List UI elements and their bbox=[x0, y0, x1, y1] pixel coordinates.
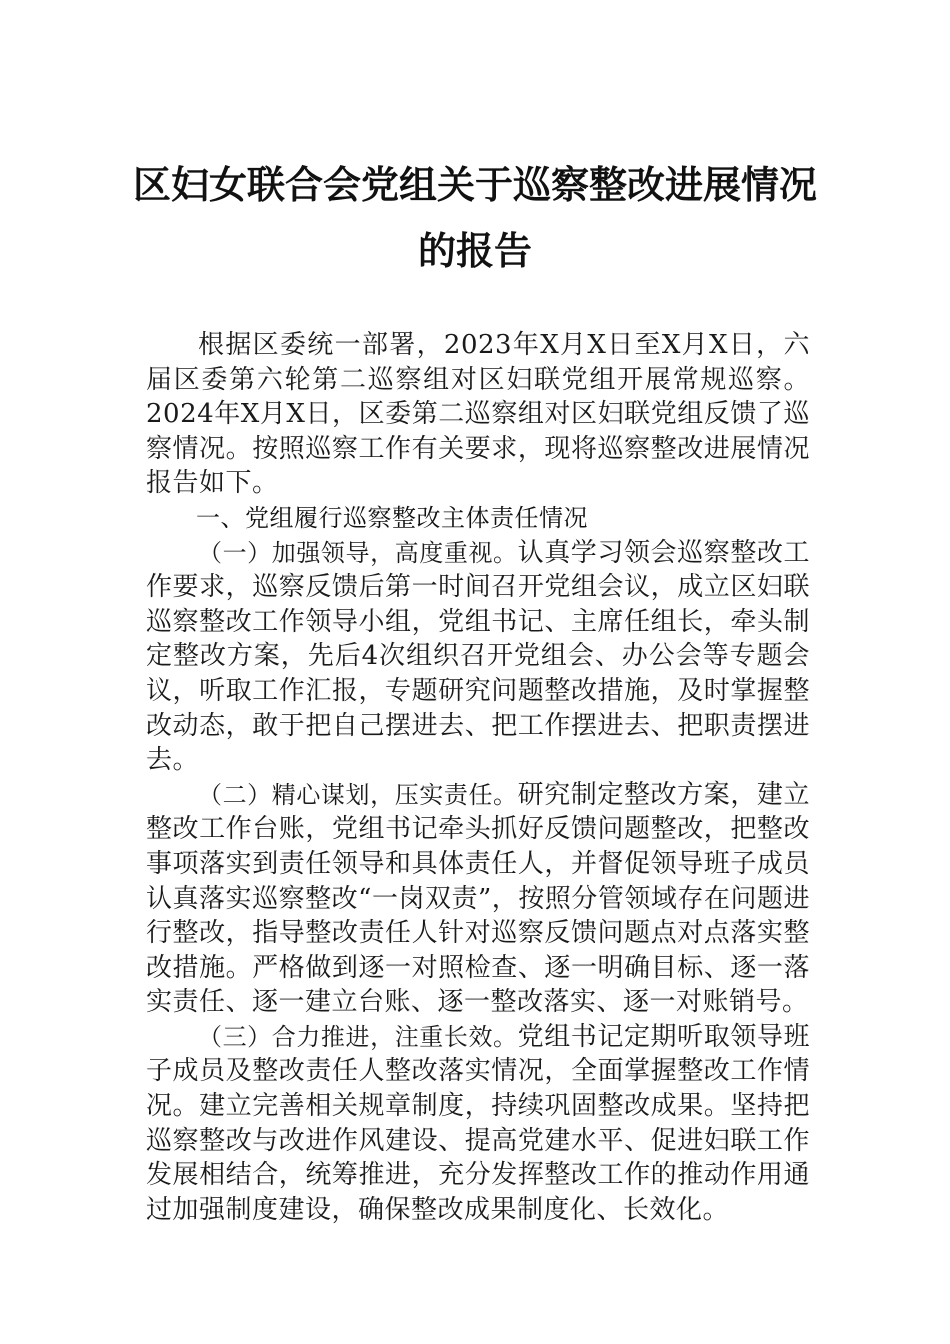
item-heading-2: （二）精心谋划，压实责任。 bbox=[198, 780, 518, 809]
item-heading-1: （一）加强领导，高度重视。 bbox=[198, 538, 518, 567]
item-paragraph-2 bbox=[146, 778, 810, 1020]
item-text-3: 党组书记定期听取领导班子成员及整改责任人整改落实情况，全面掌握整改工作情况。建立完善相关规章制度，持续巩固整改成果。坚持把巡察整改与改进作风建设、提高党建水平、促进妇联工作发展相结合，统筹推进，充分发挥整改工作的推动作用通过加强制度建设，确保整改成果制度化、长效化。 bbox=[146, 1021, 810, 1225]
document-title-line-2: 的报告 bbox=[417, 228, 532, 273]
item-text-2: 研究制定整改方案，建立整改工作台账，党组书记牵头抓好反馈问题整改，把整改事项落实到责任领导和具体责任人，并督促领导班子成员认真落实巡察整改“一岗双责”，按照分管领域存在问题进行整改，指导整改责任人针对巡察反馈问题点对点落实整改措施。严格做到逐一对照检查、逐一明确目标、逐一落实责任、逐一建立台账、逐一整改落实、逐一对账销号。 bbox=[146, 779, 810, 1018]
item-heading-3: （三）合力推进，注重长效。 bbox=[198, 1022, 518, 1051]
document-body bbox=[146, 328, 810, 1227]
intro-paragraph: 根据区委统一部署，2023年X月X日至X月X日，六届区委第六轮第二巡察组对区妇联党组开展常规巡察。2024年X月X日，区委第二巡察组对区妇联党组反馈了巡察情况。按照巡察工作有关要求，现将巡察整改进展情况报告如下。 bbox=[146, 330, 810, 499]
item-paragraph-3 bbox=[146, 1020, 810, 1228]
document-title-line-1: 区妇女联合会党组关于巡察整改进展情况 bbox=[132, 162, 817, 207]
item-text-1: 认真学习领会巡察整改工作要求，巡察反馈后第一时间召开党组会议，成立区妇联巡察整改工作领导小组，党组书记、主席任组长，牵头制定整改方案，先后4次组织召开党组会、办公会等专题会议，听取工作汇报，专题研究问题整改措施，及时掌握整改动态，敢于把自己摆进去、把工作摆进去、把职责摆进去。 bbox=[146, 537, 810, 776]
section-heading: 一、党组履行巡察整改主体责任情况 bbox=[196, 503, 588, 532]
item-paragraph-1 bbox=[146, 536, 810, 778]
